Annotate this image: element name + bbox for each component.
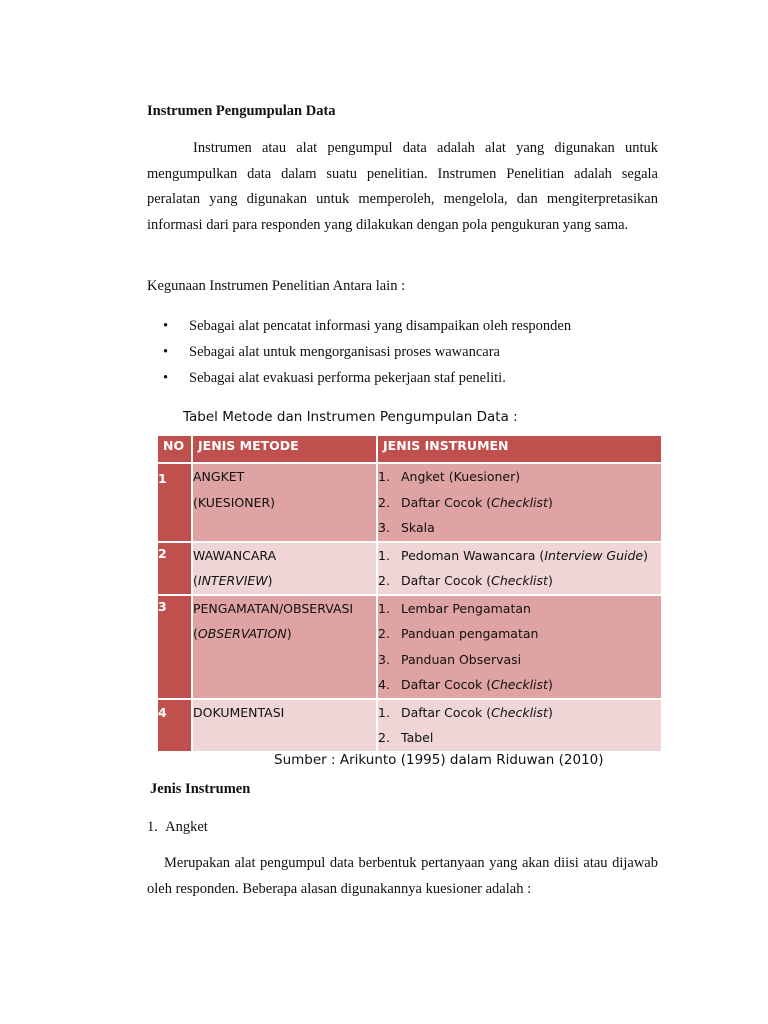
- instrument-item: 2. Daftar Cocok (Checklist): [378, 573, 553, 588]
- header-instrument: JENIS INSTRUMEN: [378, 436, 663, 464]
- usage-heading: Kegunaan Instrumen Penelitian Antara lain :: [147, 278, 406, 294]
- list-number: 1.: [147, 819, 158, 835]
- methods-table: [158, 436, 663, 753]
- method-cell: ANGKET (KUESIONER): [193, 464, 378, 543]
- closing-paragraph: Merupakan alat pengumpul data berbentuk pertanyaan yang akan diisi atau dijawab oleh responden. Beberapa alasan digunakannya kuesioner adalah :: [147, 855, 658, 897]
- instrument-cell: [378, 596, 663, 700]
- instrument-item: 2. Tabel: [378, 730, 434, 745]
- bullet-item: • Sebagai alat pencatat informasi yang disampaikan oleh responden: [147, 313, 571, 339]
- instrument-item: 1. Angket (Kuesioner): [378, 469, 521, 484]
- row-number: 4: [158, 700, 193, 753]
- table-title: Tabel Metode dan Instrumen Pengumpulan Data :: [183, 409, 518, 425]
- bullet-icon: •: [163, 318, 169, 334]
- row-number: 3: [158, 596, 193, 700]
- instrument-item: 3. Panduan Observasi: [378, 651, 522, 667]
- bullet-icon: •: [163, 370, 169, 386]
- table-row: [158, 700, 663, 753]
- instrument-item: 1. Daftar Cocok (Checklist): [378, 704, 553, 720]
- bullet-icon: •: [163, 344, 169, 360]
- intro-paragraph: Instrumen atau alat pengumpul data adalah alat yang digunakan untuk mengumpulkan data dalam suatu penelitian. Instrumen Penelitian adalah segala peralatan yang digunakan untuk memperoleh, mengelola, dan mengiterpretasikan informasi dari para responden yang dilakukan dengan pola pengukuran yang sama.: [147, 140, 658, 233]
- bullet-item: • Sebagai alat evakuasi performa pekerjaan staf peneliti.: [147, 365, 571, 391]
- table-row: [158, 596, 663, 700]
- table-caption: Sumber : Arikunto (1995) dalam Riduwan (2010): [274, 752, 604, 768]
- page-title: Instrumen Pengumpulan Data: [147, 103, 336, 119]
- instrument-cell: [378, 464, 663, 543]
- list-label: Angket: [165, 819, 208, 835]
- instrument-cell: [378, 543, 663, 596]
- usage-bullet-list: [147, 313, 571, 391]
- instrument-item: 3. Skala: [378, 520, 435, 535]
- row-number: 1: [158, 464, 193, 543]
- method-cell: PENGAMATAN/OBSERVASI (OBSERVATION): [193, 596, 378, 700]
- bullet-item: • Sebagai alat untuk mengorganisasi proses wawancara: [147, 339, 571, 365]
- table-row: [158, 543, 663, 596]
- instrument-item: 4. Daftar Cocok (Checklist): [378, 677, 553, 692]
- instrument-item: 2. Panduan pengamatan: [378, 626, 539, 641]
- method-cell: DOKUMENTASI: [193, 700, 378, 753]
- method-cell: WAWANCARA (INTERVIEW): [193, 543, 378, 596]
- table-header-row: [158, 436, 663, 464]
- instrument-item: 1. Pedoman Wawancara (Interview Guide): [378, 547, 649, 563]
- instrument-cell: [378, 700, 663, 753]
- header-method: JENIS METODE: [193, 436, 378, 464]
- row-number: 2: [158, 543, 193, 596]
- section-heading: Jenis Instrumen: [150, 781, 251, 797]
- instrument-item: 2. Daftar Cocok (Checklist): [378, 494, 553, 510]
- table-row: [158, 464, 663, 543]
- header-no: NO: [158, 436, 193, 464]
- instrument-item: 1. Lembar Pengamatan: [378, 600, 531, 616]
- numbered-list-item: [147, 819, 208, 836]
